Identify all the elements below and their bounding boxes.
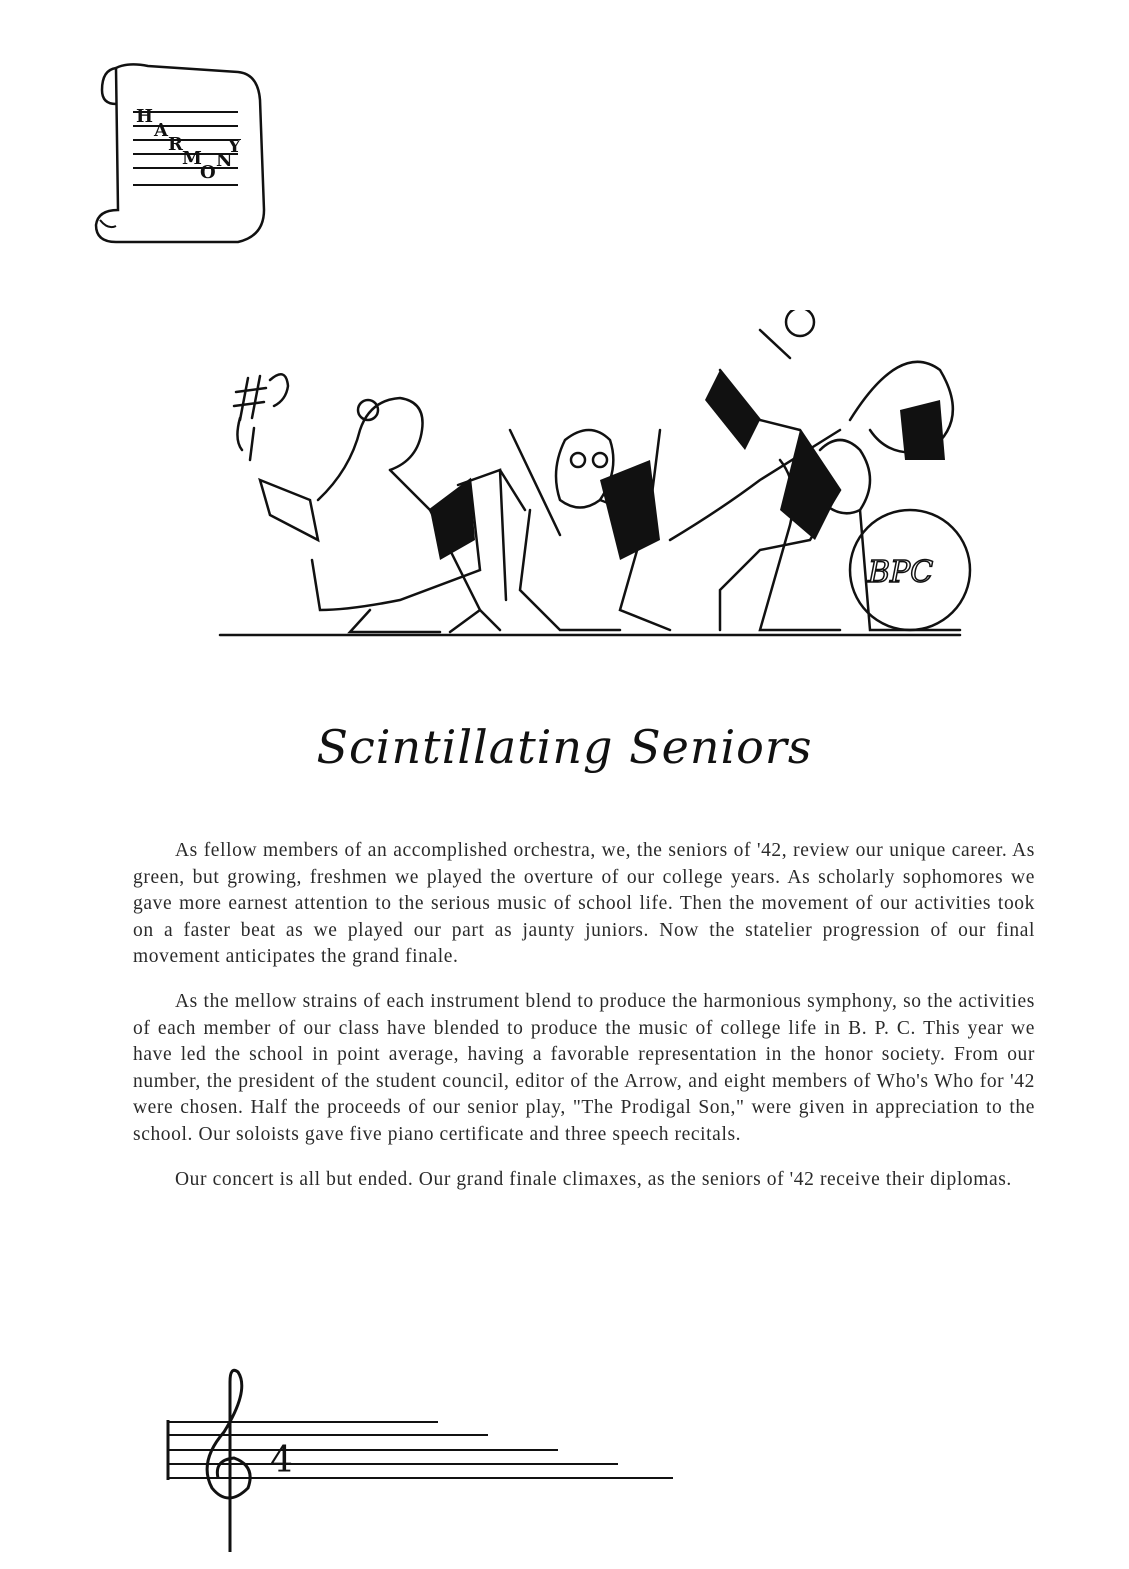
- harmony-scroll-illustration: [88, 60, 278, 250]
- paragraph: As fellow members of an accomplished orchestra, we, the seniors of '42, review our unique career. As green, but growing, freshmen we played the overture of our college years. As scholarly sophomores we gave more earnest attention to the serious music of school life. Then the movement of our activities took on a faster beat as we played our part as jaunty juniors. Now the statelier progression of our final movement anticipates the grand finale.: [133, 840, 1035, 968]
- scroll-letter: H: [136, 106, 154, 127]
- orchestra-cartoon-illustration: [200, 310, 980, 670]
- treble-clef-staff-illustration: [138, 1362, 678, 1562]
- scroll-letter: M: [182, 148, 202, 169]
- scroll-letter: Y: [228, 136, 241, 157]
- paragraph: As the mellow strains of each instrument blend to produce the harmonious symphony, so the activities of each member of our class have blended to produce the music of college life in B. P. C. This year we have led the school in point average, having a favorable representation in the honor society. From our number, the president of the student council, editor of the Arrow, and eight members of Who's Who for '42 were chosen. Half the proceeds of our senior play, "The Prodigal Son," were given in appreciation to the school. Our soloists gave five piano certificate and three speech recitals.: [133, 990, 1035, 1145]
- time-signature: 4: [270, 1440, 293, 1481]
- page-title: Scintillating Seniors: [316, 720, 813, 774]
- body-text: [133, 838, 1035, 1211]
- scroll-letter: R: [168, 134, 183, 155]
- scroll-letter: O: [200, 162, 216, 183]
- scroll-letter: A: [154, 120, 168, 141]
- scroll-letter: N: [216, 150, 233, 171]
- paragraph: Our concert is all but ended. Our grand finale climaxes, as the seniors of '42 receive their diplomas.: [175, 1168, 1012, 1190]
- drum-initials: BPC: [868, 555, 934, 590]
- treble-clef-icon: [207, 1370, 250, 1552]
